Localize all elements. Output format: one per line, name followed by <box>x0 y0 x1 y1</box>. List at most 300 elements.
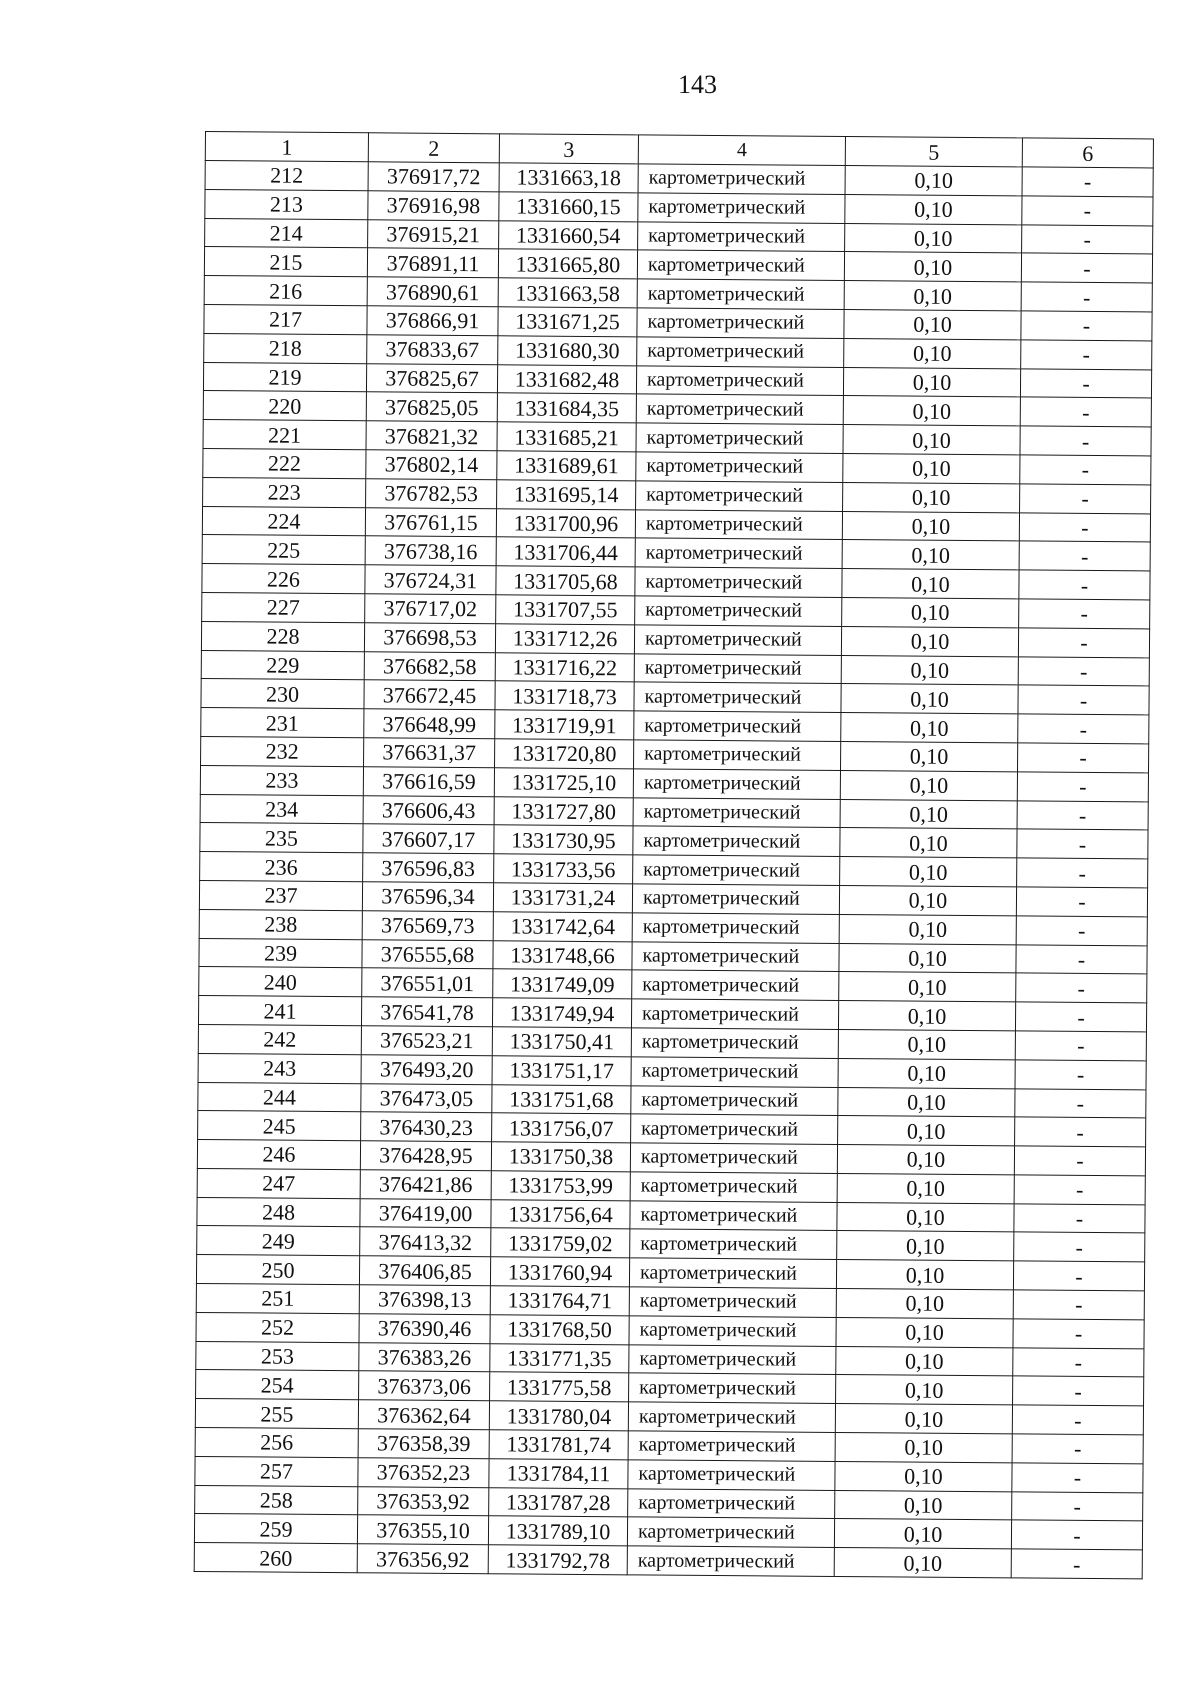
cell-coord-y: 1331716,22 <box>495 652 634 682</box>
cell-point-number: 236 <box>200 852 363 882</box>
cell-coord-x: 376833,67 <box>367 335 498 365</box>
cell-method: картометрический <box>636 423 843 453</box>
cell-coord-y: 1331671,25 <box>498 307 637 337</box>
cell-note: - <box>1021 311 1152 341</box>
cell-coord-x: 376606,43 <box>363 795 494 825</box>
cell-point-number: 260 <box>194 1543 357 1573</box>
cell-point-number: 213 <box>205 189 368 219</box>
cell-point-number: 241 <box>198 996 361 1026</box>
cell-accuracy: 0,10 <box>843 425 1020 455</box>
cell-accuracy: 0,10 <box>844 281 1021 311</box>
cell-method: картометрический <box>628 1489 835 1519</box>
cell-note: - <box>1013 1319 1144 1349</box>
header-col-1: 1 <box>205 132 368 162</box>
cell-coord-x: 376891,11 <box>367 248 498 278</box>
cell-note: - <box>1014 1146 1145 1176</box>
cell-coord-x: 376428,95 <box>360 1141 491 1171</box>
cell-method: картометрический <box>629 1258 836 1288</box>
cell-note: - <box>1022 225 1153 255</box>
cell-accuracy: 0,10 <box>841 684 1018 714</box>
cell-accuracy: 0,10 <box>836 1346 1013 1376</box>
cell-coord-x: 376596,83 <box>363 853 494 883</box>
cell-note: - <box>1011 1549 1142 1579</box>
cell-accuracy: 0,10 <box>837 1202 1014 1232</box>
cell-method: картометрический <box>630 1143 837 1173</box>
cell-note: - <box>1015 1031 1146 1061</box>
cell-note: - <box>1012 1434 1143 1464</box>
cell-accuracy: 0,10 <box>834 1548 1011 1578</box>
cell-accuracy: 0,10 <box>841 626 1018 656</box>
cell-coord-x: 376421,86 <box>360 1170 491 1200</box>
cell-note: - <box>1016 887 1147 917</box>
cell-coord-x: 376915,21 <box>368 219 499 249</box>
cell-method: картометрический <box>631 1114 838 1144</box>
cell-accuracy: 0,10 <box>840 799 1017 829</box>
cell-coord-y: 1331712,26 <box>495 624 634 654</box>
cell-coord-y: 1331787,28 <box>489 1487 628 1517</box>
cell-note: - <box>1017 772 1148 802</box>
cell-point-number: 249 <box>197 1226 360 1256</box>
cell-point-number: 229 <box>201 650 364 680</box>
cell-coord-x: 376569,73 <box>362 910 493 940</box>
cell-coord-x: 376358,39 <box>358 1429 489 1459</box>
cell-coord-y: 1331695,14 <box>497 480 636 510</box>
cell-accuracy: 0,10 <box>845 166 1022 196</box>
cell-coord-x: 376555,68 <box>362 939 493 969</box>
cell-note: - <box>1012 1492 1143 1522</box>
cell-method: картометрический <box>631 1028 838 1058</box>
cell-note: - <box>1016 973 1147 1003</box>
cell-method: картометрический <box>627 1546 834 1576</box>
cell-coord-y: 1331682,48 <box>497 364 636 394</box>
cell-coord-x: 376419,00 <box>360 1198 491 1228</box>
cell-accuracy: 0,10 <box>842 569 1019 599</box>
cell-method: картометрический <box>631 1085 838 1115</box>
cell-method: картометрический <box>636 481 843 511</box>
cell-coord-x: 376916,98 <box>368 191 499 221</box>
cell-accuracy: 0,10 <box>844 252 1021 282</box>
cell-method: картометрический <box>628 1431 835 1461</box>
cell-method: картометрический <box>635 538 842 568</box>
cell-point-number: 243 <box>198 1053 361 1083</box>
cell-point-number: 214 <box>205 218 368 248</box>
cell-coord-x: 376413,32 <box>360 1227 491 1257</box>
cell-accuracy: 0,10 <box>840 770 1017 800</box>
cell-point-number: 254 <box>196 1370 359 1400</box>
cell-accuracy: 0,10 <box>839 972 1016 1002</box>
cell-method: картометрический <box>637 279 844 309</box>
cell-point-number: 224 <box>202 506 365 536</box>
cell-coord-y: 1331730,95 <box>494 825 633 855</box>
cell-coord-x: 376353,92 <box>358 1486 489 1516</box>
cell-method: картометрический <box>636 365 843 395</box>
cell-coord-y: 1331731,24 <box>493 883 632 913</box>
cell-method: картометрический <box>637 250 844 280</box>
cell-coord-y: 1331753,99 <box>491 1171 630 1201</box>
cell-method: картометрический <box>632 941 839 971</box>
cell-point-number: 257 <box>195 1456 358 1486</box>
cell-coord-y: 1331720,80 <box>495 739 634 769</box>
cell-coord-x: 376373,06 <box>359 1371 490 1401</box>
cell-method: картометрический <box>634 625 841 655</box>
cell-note: - <box>1015 1117 1146 1147</box>
cell-point-number: 244 <box>198 1082 361 1112</box>
cell-note: - <box>1015 1002 1146 1032</box>
cell-coord-x: 376355,10 <box>357 1515 488 1545</box>
cell-coord-x: 376802,14 <box>366 450 497 480</box>
cell-point-number: 235 <box>200 823 363 853</box>
cell-point-number: 255 <box>195 1399 358 1429</box>
cell-coord-y: 1331663,18 <box>499 163 638 193</box>
table-body <box>194 161 1153 1579</box>
cell-method: картометрический <box>633 826 840 856</box>
cell-accuracy: 0,10 <box>834 1519 1011 1549</box>
cell-method: картометрический <box>630 1201 837 1231</box>
cell-coord-x: 376406,85 <box>359 1256 490 1286</box>
cell-point-number: 239 <box>199 938 362 968</box>
cell-coord-x: 376607,17 <box>363 824 494 854</box>
cell-method: картометрический <box>631 999 838 1029</box>
cell-note: - <box>1019 541 1150 571</box>
table-row <box>194 1543 1142 1579</box>
cell-point-number: 253 <box>196 1341 359 1371</box>
cell-coord-y: 1331789,10 <box>488 1516 627 1546</box>
cell-accuracy: 0,10 <box>835 1433 1012 1463</box>
cell-accuracy: 0,10 <box>839 943 1016 973</box>
header-col-3: 3 <box>499 134 638 164</box>
cell-point-number: 259 <box>194 1514 357 1544</box>
cell-coord-y: 1331719,91 <box>495 710 634 740</box>
cell-note: - <box>1013 1376 1144 1406</box>
cell-method: картометрический <box>638 164 845 194</box>
cell-coord-x: 376523,21 <box>361 1026 492 1056</box>
cell-method: картометрический <box>627 1517 834 1547</box>
cell-coord-x: 376631,37 <box>364 738 495 768</box>
cell-accuracy: 0,10 <box>844 338 1021 368</box>
cell-note: - <box>1021 282 1152 312</box>
cell-accuracy: 0,10 <box>844 310 1021 340</box>
cell-coord-y: 1331727,80 <box>494 796 633 826</box>
cell-method: картометрический <box>633 797 840 827</box>
cell-method: картометрический <box>634 740 841 770</box>
cell-note: - <box>1016 944 1147 974</box>
cell-method: картометрический <box>628 1402 835 1432</box>
cell-accuracy: 0,10 <box>838 1001 1015 1031</box>
cell-note: - <box>1020 484 1151 514</box>
page-number: 143 <box>678 70 717 99</box>
cell-method: картометрический <box>633 855 840 885</box>
cell-method: картометрический <box>635 596 842 626</box>
cell-point-number: 226 <box>202 564 365 594</box>
cell-method: картометрический <box>635 567 842 597</box>
cell-note: - <box>1020 426 1151 456</box>
cell-accuracy: 0,10 <box>843 396 1020 426</box>
header-col-6: 6 <box>1022 138 1153 168</box>
cell-point-number: 230 <box>201 679 364 709</box>
cell-coord-y: 1331749,94 <box>492 998 631 1028</box>
cell-coord-x: 376821,32 <box>366 421 497 451</box>
cell-coord-y: 1331756,07 <box>492 1113 631 1143</box>
cell-coord-x: 376717,02 <box>365 594 496 624</box>
cell-note: - <box>1020 368 1151 398</box>
cell-method: картометрический <box>638 193 845 223</box>
cell-coord-x: 376782,53 <box>366 479 497 509</box>
cell-coord-y: 1331663,58 <box>498 278 637 308</box>
cell-method: картометрический <box>635 509 842 539</box>
cell-point-number: 256 <box>195 1428 358 1458</box>
cell-coord-x: 376596,34 <box>362 882 493 912</box>
cell-point-number: 228 <box>201 621 364 651</box>
cell-note: - <box>1012 1405 1143 1435</box>
cell-coord-y: 1331781,74 <box>489 1430 628 1460</box>
cell-point-number: 225 <box>202 535 365 565</box>
cell-coord-y: 1331733,56 <box>494 854 633 884</box>
cell-note: - <box>1011 1520 1142 1550</box>
cell-note: - <box>1021 253 1152 283</box>
cell-coord-x: 376866,91 <box>367 306 498 336</box>
cell-method: картометрический <box>634 682 841 712</box>
cell-method: картометрический <box>629 1373 836 1403</box>
cell-coord-x: 376648,99 <box>364 709 495 739</box>
cell-coord-y: 1331751,68 <box>492 1084 631 1114</box>
cell-coord-y: 1331680,30 <box>498 336 637 366</box>
cell-note: - <box>1017 829 1148 859</box>
cell-coord-y: 1331706,44 <box>496 537 635 567</box>
cell-point-number: 245 <box>198 1111 361 1141</box>
cell-accuracy: 0,10 <box>842 540 1019 570</box>
cell-coord-y: 1331749,09 <box>493 969 632 999</box>
cell-accuracy: 0,10 <box>836 1289 1013 1319</box>
cell-point-number: 246 <box>197 1140 360 1170</box>
cell-coord-x: 376352,23 <box>358 1458 489 1488</box>
cell-coord-y: 1331756,64 <box>491 1199 630 1229</box>
cell-point-number: 221 <box>203 420 366 450</box>
cell-note: - <box>1014 1175 1145 1205</box>
cell-point-number: 250 <box>196 1255 359 1285</box>
cell-note: - <box>1021 340 1152 370</box>
cell-coord-x: 376616,59 <box>363 766 494 796</box>
cell-accuracy: 0,10 <box>838 1029 1015 1059</box>
cell-accuracy: 0,10 <box>835 1404 1012 1434</box>
cell-method: картометрический <box>629 1345 836 1375</box>
cell-coord-x: 376356,92 <box>357 1544 488 1574</box>
cell-method: картометрический <box>629 1316 836 1346</box>
cell-coord-x: 376672,45 <box>364 680 495 710</box>
cell-note: - <box>1014 1232 1145 1262</box>
cell-accuracy: 0,10 <box>835 1461 1012 1491</box>
cell-point-number: 232 <box>201 736 364 766</box>
coordinates-table <box>194 131 1154 1579</box>
cell-coord-x: 376917,72 <box>368 162 499 192</box>
cell-accuracy: 0,10 <box>845 194 1022 224</box>
cell-coord-y: 1331689,61 <box>497 451 636 481</box>
cell-coord-x: 376473,05 <box>361 1083 492 1113</box>
cell-coord-x: 376541,78 <box>361 997 492 1027</box>
cell-method: картометрический <box>634 653 841 683</box>
cell-method: картометрический <box>636 452 843 482</box>
cell-method: картометрический <box>632 913 839 943</box>
cell-point-number: 252 <box>196 1312 359 1342</box>
cell-accuracy: 0,10 <box>835 1490 1012 1520</box>
cell-method: картометрический <box>628 1460 835 1490</box>
cell-coord-x: 376890,61 <box>367 277 498 307</box>
cell-coord-y: 1331660,15 <box>499 192 638 222</box>
cell-method: картометрический <box>632 970 839 1000</box>
cell-coord-y: 1331768,50 <box>490 1315 629 1345</box>
cell-point-number: 217 <box>204 304 367 334</box>
cell-point-number: 223 <box>203 477 366 507</box>
cell-coord-x: 376362,64 <box>358 1400 489 1430</box>
cell-note: - <box>1017 743 1148 773</box>
cell-point-number: 215 <box>204 247 367 277</box>
header-col-2: 2 <box>368 133 499 163</box>
cell-point-number: 216 <box>204 276 367 306</box>
cell-coord-y: 1331750,38 <box>491 1142 630 1172</box>
cell-accuracy: 0,10 <box>837 1145 1014 1175</box>
cell-point-number: 258 <box>195 1485 358 1515</box>
cell-accuracy: 0,10 <box>845 223 1022 253</box>
cell-coord-y: 1331792,78 <box>488 1545 627 1575</box>
cell-coord-y: 1331751,17 <box>492 1055 631 1085</box>
cell-note: - <box>1019 599 1150 629</box>
cell-coord-y: 1331742,64 <box>493 912 632 942</box>
cell-note: - <box>1016 916 1147 946</box>
cell-accuracy: 0,10 <box>837 1231 1014 1261</box>
cell-accuracy: 0,10 <box>841 655 1018 685</box>
cell-accuracy: 0,10 <box>836 1260 1013 1290</box>
cell-point-number: 222 <box>203 448 366 478</box>
cell-coord-y: 1331684,35 <box>497 393 636 423</box>
cell-accuracy: 0,10 <box>843 367 1020 397</box>
cell-note: - <box>1012 1463 1143 1493</box>
cell-coord-y: 1331705,68 <box>496 566 635 596</box>
cell-note: - <box>1018 685 1149 715</box>
cell-accuracy: 0,10 <box>840 857 1017 887</box>
cell-coord-x: 376724,31 <box>365 565 496 595</box>
cell-point-number: 238 <box>199 909 362 939</box>
cell-point-number: 242 <box>198 1024 361 1054</box>
cell-coord-x: 376825,05 <box>366 392 497 422</box>
cell-accuracy: 0,10 <box>836 1317 1013 1347</box>
cell-method: картометрический <box>629 1287 836 1317</box>
cell-method: картометрический <box>637 308 844 338</box>
cell-point-number: 237 <box>199 880 362 910</box>
cell-coord-y: 1331718,73 <box>495 681 634 711</box>
cell-method: картометрический <box>636 394 843 424</box>
cell-coord-y: 1331665,80 <box>498 249 637 279</box>
cell-note: - <box>1018 628 1149 658</box>
cell-note: - <box>1014 1204 1145 1234</box>
cell-point-number: 218 <box>204 333 367 363</box>
cell-point-number: 220 <box>203 391 366 421</box>
cell-point-number: 212 <box>205 161 368 191</box>
cell-point-number: 248 <box>197 1197 360 1227</box>
cell-method: картометрический <box>630 1172 837 1202</box>
cell-coord-y: 1331771,35 <box>490 1343 629 1373</box>
cell-method: картометрический <box>638 221 845 251</box>
cell-point-number: 233 <box>200 765 363 795</box>
cell-coord-y: 1331780,04 <box>489 1401 628 1431</box>
cell-point-number: 251 <box>196 1284 359 1314</box>
cell-coord-y: 1331784,11 <box>489 1459 628 1489</box>
header-col-4: 4 <box>638 135 845 166</box>
cell-accuracy: 0,10 <box>840 828 1017 858</box>
cell-note: - <box>1020 397 1151 427</box>
cell-note: - <box>1013 1261 1144 1291</box>
cell-point-number: 227 <box>202 592 365 622</box>
cell-note: - <box>1022 196 1153 226</box>
cell-note: - <box>1015 1088 1146 1118</box>
cell-method: картометрический <box>631 1057 838 1087</box>
cell-coord-y: 1331700,96 <box>496 508 635 538</box>
cell-coord-y: 1331660,54 <box>499 220 638 250</box>
cell-accuracy: 0,10 <box>836 1375 1013 1405</box>
cell-note: - <box>1017 858 1148 888</box>
cell-accuracy: 0,10 <box>840 741 1017 771</box>
cell-note: - <box>1013 1290 1144 1320</box>
cell-note: - <box>1019 570 1150 600</box>
cell-note: - <box>1020 455 1151 485</box>
cell-coord-x: 376398,13 <box>359 1285 490 1315</box>
cell-coord-x: 376698,53 <box>364 623 495 653</box>
cell-accuracy: 0,10 <box>843 453 1020 483</box>
cell-coord-y: 1331707,55 <box>496 595 635 625</box>
cell-note: - <box>1018 656 1149 686</box>
cell-point-number: 234 <box>200 794 363 824</box>
cell-point-number: 219 <box>203 362 366 392</box>
cell-coord-x: 376682,58 <box>364 651 495 681</box>
cell-accuracy: 0,10 <box>843 482 1020 512</box>
cell-point-number: 240 <box>199 967 362 997</box>
cell-coord-x: 376430,23 <box>361 1112 492 1142</box>
cell-coord-x: 376493,20 <box>361 1054 492 1084</box>
cell-coord-x: 376738,16 <box>365 536 496 566</box>
cell-method: картометрический <box>633 769 840 799</box>
cell-coord-y: 1331764,71 <box>490 1286 629 1316</box>
cell-method: картометрический <box>637 337 844 367</box>
cell-method: картометрический <box>630 1229 837 1259</box>
cell-accuracy: 0,10 <box>842 597 1019 627</box>
cell-coord-y: 1331759,02 <box>491 1228 630 1258</box>
cell-coord-y: 1331685,21 <box>497 422 636 452</box>
cell-accuracy: 0,10 <box>842 511 1019 541</box>
cell-method: картометрический <box>632 884 839 914</box>
header-col-5: 5 <box>845 137 1022 167</box>
cell-method: картометрический <box>634 711 841 741</box>
cell-point-number: 231 <box>201 708 364 738</box>
cell-coord-x: 376551,01 <box>362 968 493 998</box>
cell-accuracy: 0,10 <box>837 1173 1014 1203</box>
cell-coord-x: 376825,67 <box>366 363 497 393</box>
cell-coord-y: 1331775,58 <box>490 1372 629 1402</box>
cell-coord-x: 376390,46 <box>359 1314 490 1344</box>
cell-coord-y: 1331750,41 <box>492 1027 631 1057</box>
cell-coord-x: 376761,15 <box>365 507 496 537</box>
cell-accuracy: 0,10 <box>839 885 1016 915</box>
cell-accuracy: 0,10 <box>838 1116 1015 1146</box>
cell-accuracy: 0,10 <box>841 713 1018 743</box>
cell-point-number: 247 <box>197 1168 360 1198</box>
cell-note: - <box>1019 512 1150 542</box>
cell-accuracy: 0,10 <box>838 1058 1015 1088</box>
cell-note: - <box>1013 1348 1144 1378</box>
cell-note: - <box>1017 800 1148 830</box>
cell-accuracy: 0,10 <box>838 1087 1015 1117</box>
cell-note: - <box>1015 1060 1146 1090</box>
cell-coord-x: 376383,26 <box>359 1342 490 1372</box>
cell-coord-y: 1331725,10 <box>494 768 633 798</box>
cell-coord-y: 1331748,66 <box>493 940 632 970</box>
